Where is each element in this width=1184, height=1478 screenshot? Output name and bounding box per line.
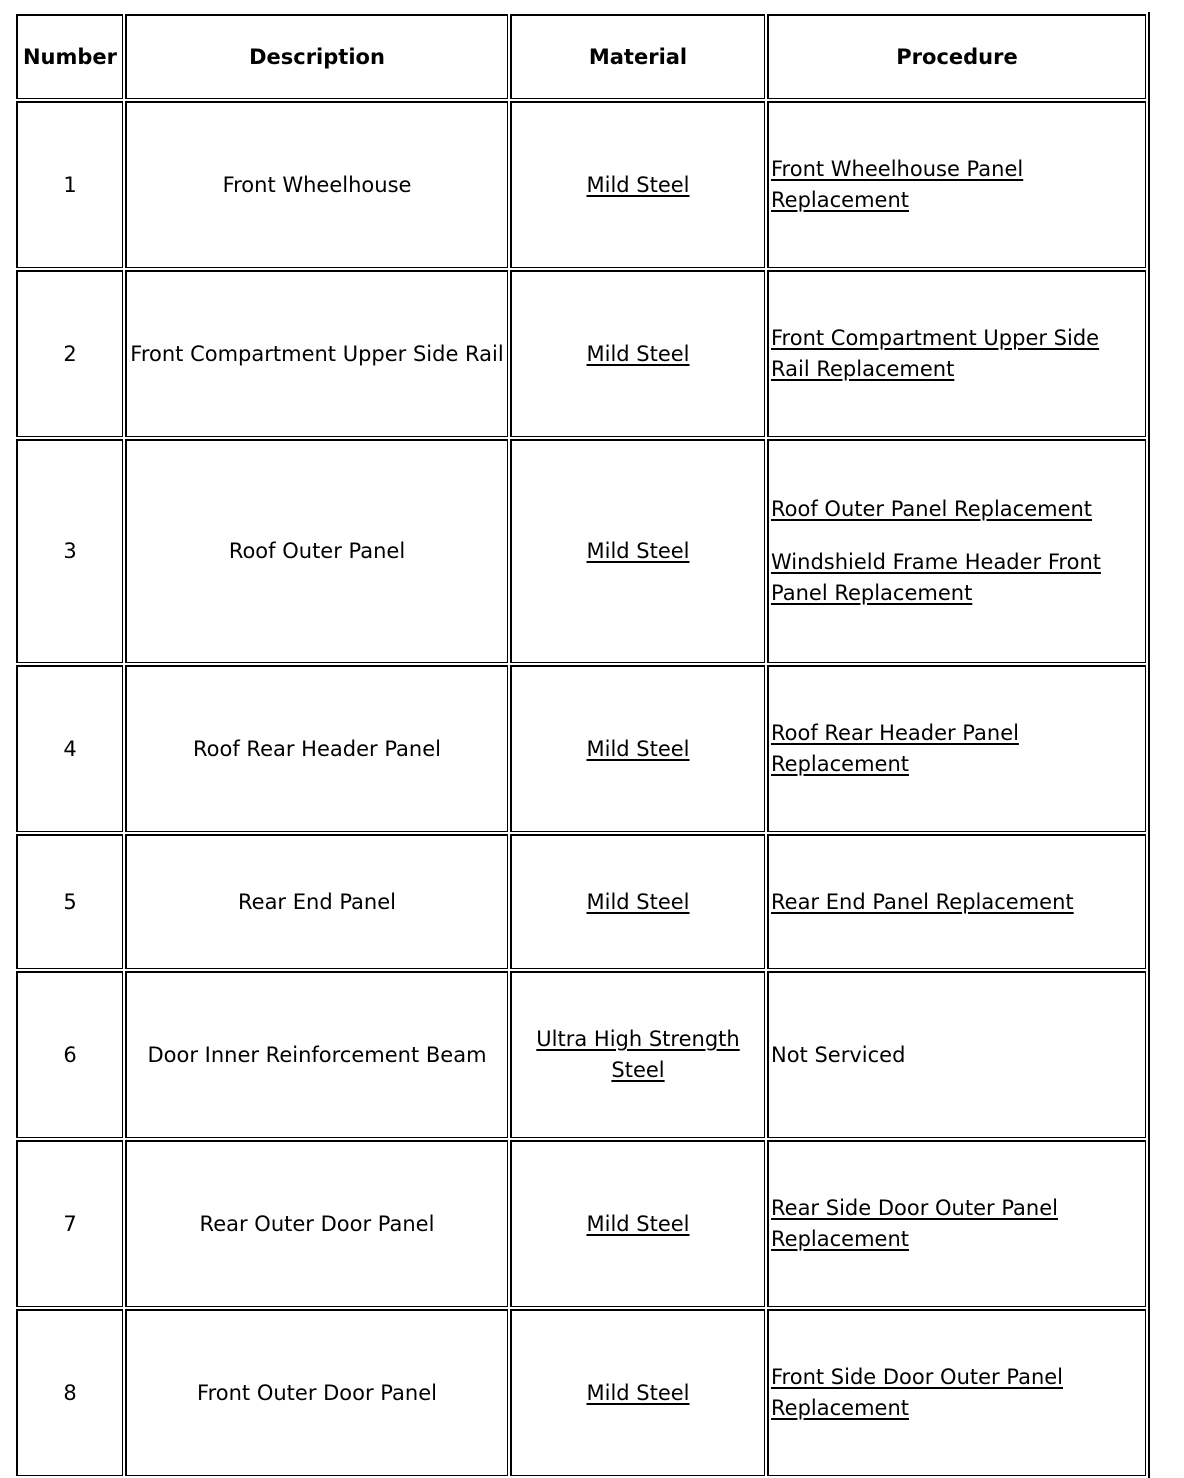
row-material	[510, 439, 765, 663]
header-row	[16, 14, 1146, 99]
row-description: Front Outer Door Panel	[125, 1309, 508, 1476]
table-row	[16, 971, 1146, 1138]
material-link[interactable]: Mild Steel	[586, 736, 690, 761]
row-description: Door Inner Reinforcement Beam	[125, 971, 508, 1138]
table-row	[16, 1309, 1146, 1476]
table-row	[16, 1140, 1146, 1307]
procedure-link[interactable]: Front Wheelhouse Panel Replacement	[771, 157, 1024, 212]
row-number: 2	[16, 270, 123, 437]
row-description: Rear End Panel	[125, 834, 508, 969]
material-link[interactable]: Mild Steel	[586, 341, 690, 366]
row-number: 5	[16, 834, 123, 969]
header-material: Material	[510, 14, 765, 99]
row-material	[510, 1140, 765, 1307]
row-procedure	[767, 1140, 1146, 1307]
row-description: Rear Outer Door Panel	[125, 1140, 508, 1307]
row-procedure	[767, 834, 1146, 969]
procedure-link[interactable]: Front Side Door Outer Panel Replacement	[771, 1365, 1064, 1420]
row-description: Roof Outer Panel	[125, 439, 508, 663]
procedure-link[interactable]: Rear Side Door Outer Panel Replacement	[771, 1196, 1058, 1251]
row-number: 6	[16, 971, 123, 1138]
row-material	[510, 270, 765, 437]
row-material	[510, 665, 765, 832]
row-procedure	[767, 665, 1146, 832]
procedure-link[interactable]: Rear End Panel Replacement	[771, 889, 1074, 914]
row-procedure	[767, 270, 1146, 437]
procedure-link[interactable]: Windshield Frame Header Front Panel Replacement	[771, 550, 1101, 605]
header-number: Number	[16, 14, 123, 99]
material-link[interactable]: Mild Steel	[586, 539, 690, 563]
material-link[interactable]: Ultra High Strength Steel	[536, 1027, 740, 1082]
procedure-link[interactable]: Front Compartment Upper Side Rail Replacement	[771, 326, 1100, 381]
material-link[interactable]: Mild Steel	[586, 889, 690, 914]
table-row	[16, 665, 1146, 832]
row-procedure	[767, 1309, 1146, 1476]
row-material	[510, 101, 765, 268]
procedure-link[interactable]: Roof Rear Header Panel Replacement	[771, 721, 1019, 776]
row-number: 3	[16, 439, 123, 663]
parts-table	[14, 12, 1150, 1478]
row-procedure	[767, 101, 1146, 268]
procedure-link[interactable]: Roof Outer Panel Replacement	[771, 497, 1093, 521]
page	[14, 12, 1150, 1478]
row-number: 7	[16, 1140, 123, 1307]
row-material	[510, 1309, 765, 1476]
material-link[interactable]: Mild Steel	[586, 1211, 690, 1236]
row-procedure: Not Serviced	[767, 971, 1146, 1138]
table-row	[16, 439, 1146, 663]
material-link[interactable]: Mild Steel	[586, 172, 690, 197]
header-description: Description	[125, 14, 508, 99]
table-row	[16, 101, 1146, 268]
row-description: Front Wheelhouse	[125, 101, 508, 268]
row-number: 4	[16, 665, 123, 832]
row-procedure	[767, 439, 1146, 663]
row-material	[510, 834, 765, 969]
row-description: Front Compartment Upper Side Rail	[125, 270, 508, 437]
material-link[interactable]: Mild Steel	[586, 1380, 690, 1405]
row-description: Roof Rear Header Panel	[125, 665, 508, 832]
table-row	[16, 270, 1146, 437]
row-material	[510, 971, 765, 1138]
header-procedure: Procedure	[767, 14, 1146, 99]
row-number: 1	[16, 101, 123, 268]
table-row	[16, 834, 1146, 969]
row-number: 8	[16, 1309, 123, 1476]
